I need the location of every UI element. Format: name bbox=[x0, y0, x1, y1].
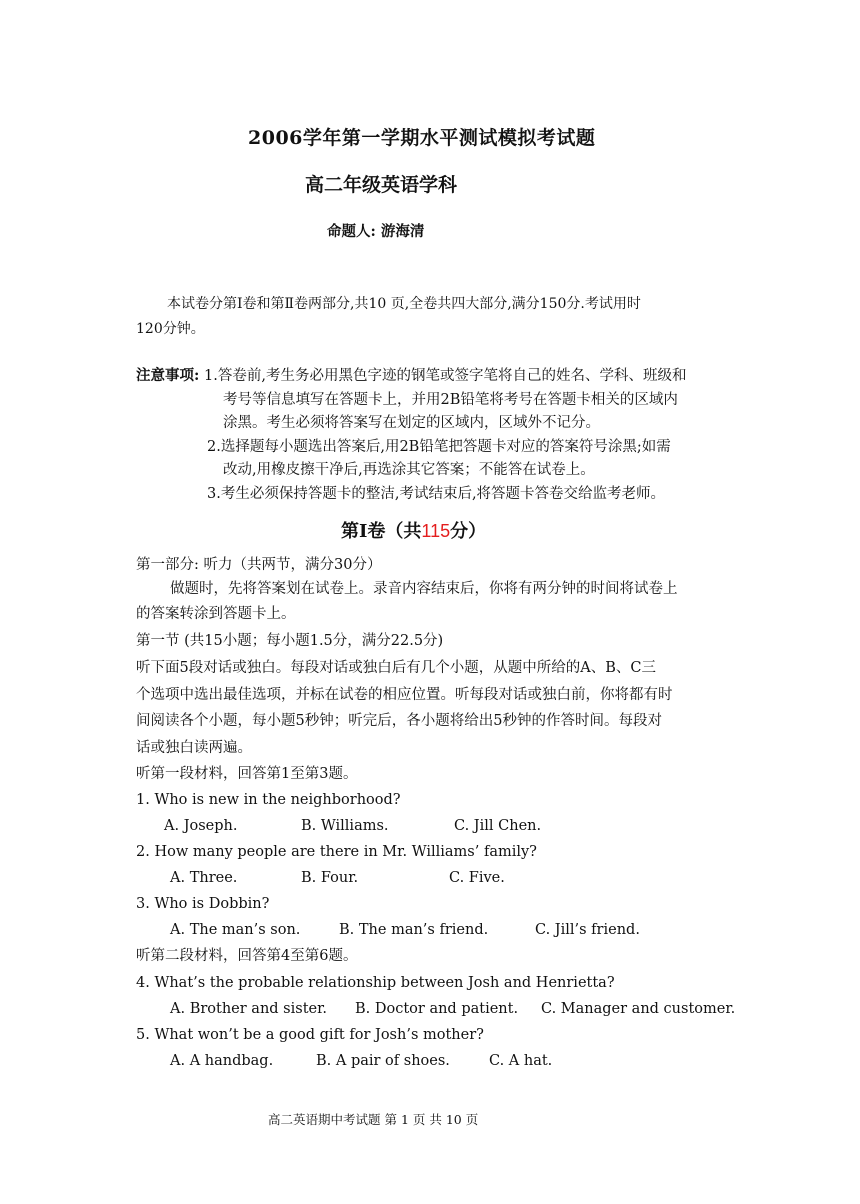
section-heading-prefix: 第Ⅰ卷（共 bbox=[341, 521, 422, 542]
material-1-instruction: 听第一段材料，回答第1至第3题。 bbox=[136, 766, 358, 782]
question-1-option-a: A. Joseph. bbox=[164, 818, 238, 834]
material-2-instruction: 听第二段材料，回答第4至第6题。 bbox=[136, 948, 358, 964]
question-4: 4. What’s the probable relationship between Josh and Henrietta? bbox=[136, 975, 615, 991]
instruction-line-1: 做题时，先将答案划在试卷上。录音内容结束后，你将有两分钟的时间将试卷上 bbox=[170, 581, 678, 597]
notes-item-1-line-2: 考号等信息填写在答题卡上，并用2B铅笔将考号在答题卡相关的区域内 bbox=[223, 392, 678, 408]
author-label: 命题人: 游海清 bbox=[327, 223, 425, 240]
subsection-1-heading: 第一节 (共15小题；每小题1.5分，满分22.5分) bbox=[136, 633, 444, 649]
intro-line-1: 本试卷分第Ⅰ卷和第Ⅱ卷两部分,共10 页,全卷共四大部分,满分150分.考试用时 bbox=[167, 296, 641, 312]
page-footer: 高二英语期中考试题 第 1 页 共 10 页 bbox=[268, 1112, 479, 1127]
question-2-option-b: B. Four. bbox=[301, 870, 359, 886]
section-heading-suffix: 分） bbox=[450, 521, 487, 542]
part-1-heading: 第一部分: 听力（共两节，满分30分） bbox=[136, 557, 382, 573]
question-5-option-b: B. A pair of shoes. bbox=[316, 1053, 450, 1069]
question-4-option-b: B. Doctor and patient. bbox=[355, 1001, 519, 1017]
question-3: 3. Who is Dobbin? bbox=[136, 896, 270, 912]
directions-line-1: 听下面5段对话或独白。每段对话或独白后有几个小题，从题中所给的A、B、C三 bbox=[136, 660, 656, 676]
section-heading-score: 115 bbox=[421, 521, 451, 541]
question-1-option-c: C. Jill Chen. bbox=[454, 818, 542, 834]
notes-label: 注意事项: bbox=[136, 367, 200, 384]
question-4-option-a: A. Brother and sister. bbox=[170, 1001, 328, 1017]
directions-line-2: 个选项中选出最佳选项，并标在试卷的相应位置。听每段对话或独白前，你将都有时 bbox=[136, 687, 673, 703]
directions-line-4: 话或独白读两遍。 bbox=[136, 740, 252, 756]
page-subtitle: 高二年级英语学科 bbox=[305, 174, 458, 196]
question-3-option-c: C. Jill’s friend. bbox=[535, 922, 640, 938]
directions-line-3: 间阅读各个小题，每小题5秒钟；听完后，各小题将给出5秒钟的作答时间。每段对 bbox=[136, 713, 662, 729]
notes-item-2-line-2: 改动,用橡皮擦干净后,再选涂其它答案；不能答在试卷上。 bbox=[223, 462, 595, 478]
section-heading bbox=[341, 522, 486, 541]
page-title: 2006学年第一学期水平测试模拟考试题 bbox=[248, 127, 596, 149]
notes-item-3-line-1: 3.考生必须保持答题卡的整洁,考试结束后,将答题卡答卷交给监考老师。 bbox=[207, 486, 666, 502]
question-2-option-c: C. Five. bbox=[449, 870, 505, 886]
question-2: 2. How many people are there in Mr. Williams’ family? bbox=[136, 844, 537, 860]
question-3-option-a: A. The man’s son. bbox=[170, 922, 301, 938]
question-5-option-a: A. A handbag. bbox=[170, 1053, 274, 1069]
notes-item-2-line-1: 2.选择题每小题选出答案后,用2B铅笔把答题卡对应的答案符号涂黑;如需 bbox=[207, 439, 671, 455]
question-4-option-c: C. Manager and customer. bbox=[541, 1001, 736, 1017]
question-5: 5. What won’t be a good gift for Josh’s mother? bbox=[136, 1027, 484, 1043]
question-1: 1. Who is new in the neighborhood? bbox=[136, 792, 401, 808]
instruction-line-2: 的答案转涂到答题卡上。 bbox=[136, 606, 296, 622]
notes-item-1-line-3: 涂黑。考生必须将答案写在划定的区域内，区域外不记分。 bbox=[223, 415, 600, 431]
intro-line-2: 120分钟。 bbox=[136, 321, 205, 337]
question-5-option-c: C. A hat. bbox=[489, 1053, 553, 1069]
question-2-option-a: A. Three. bbox=[170, 870, 238, 886]
question-3-option-b: B. The man’s friend. bbox=[339, 922, 489, 938]
notes-item-1-line-1: 1.答卷前,考生务必用黑色字迹的钢笔或签字笔将自己的姓名、学科、班级和 bbox=[204, 368, 687, 384]
question-1-option-b: B. Williams. bbox=[301, 818, 389, 834]
